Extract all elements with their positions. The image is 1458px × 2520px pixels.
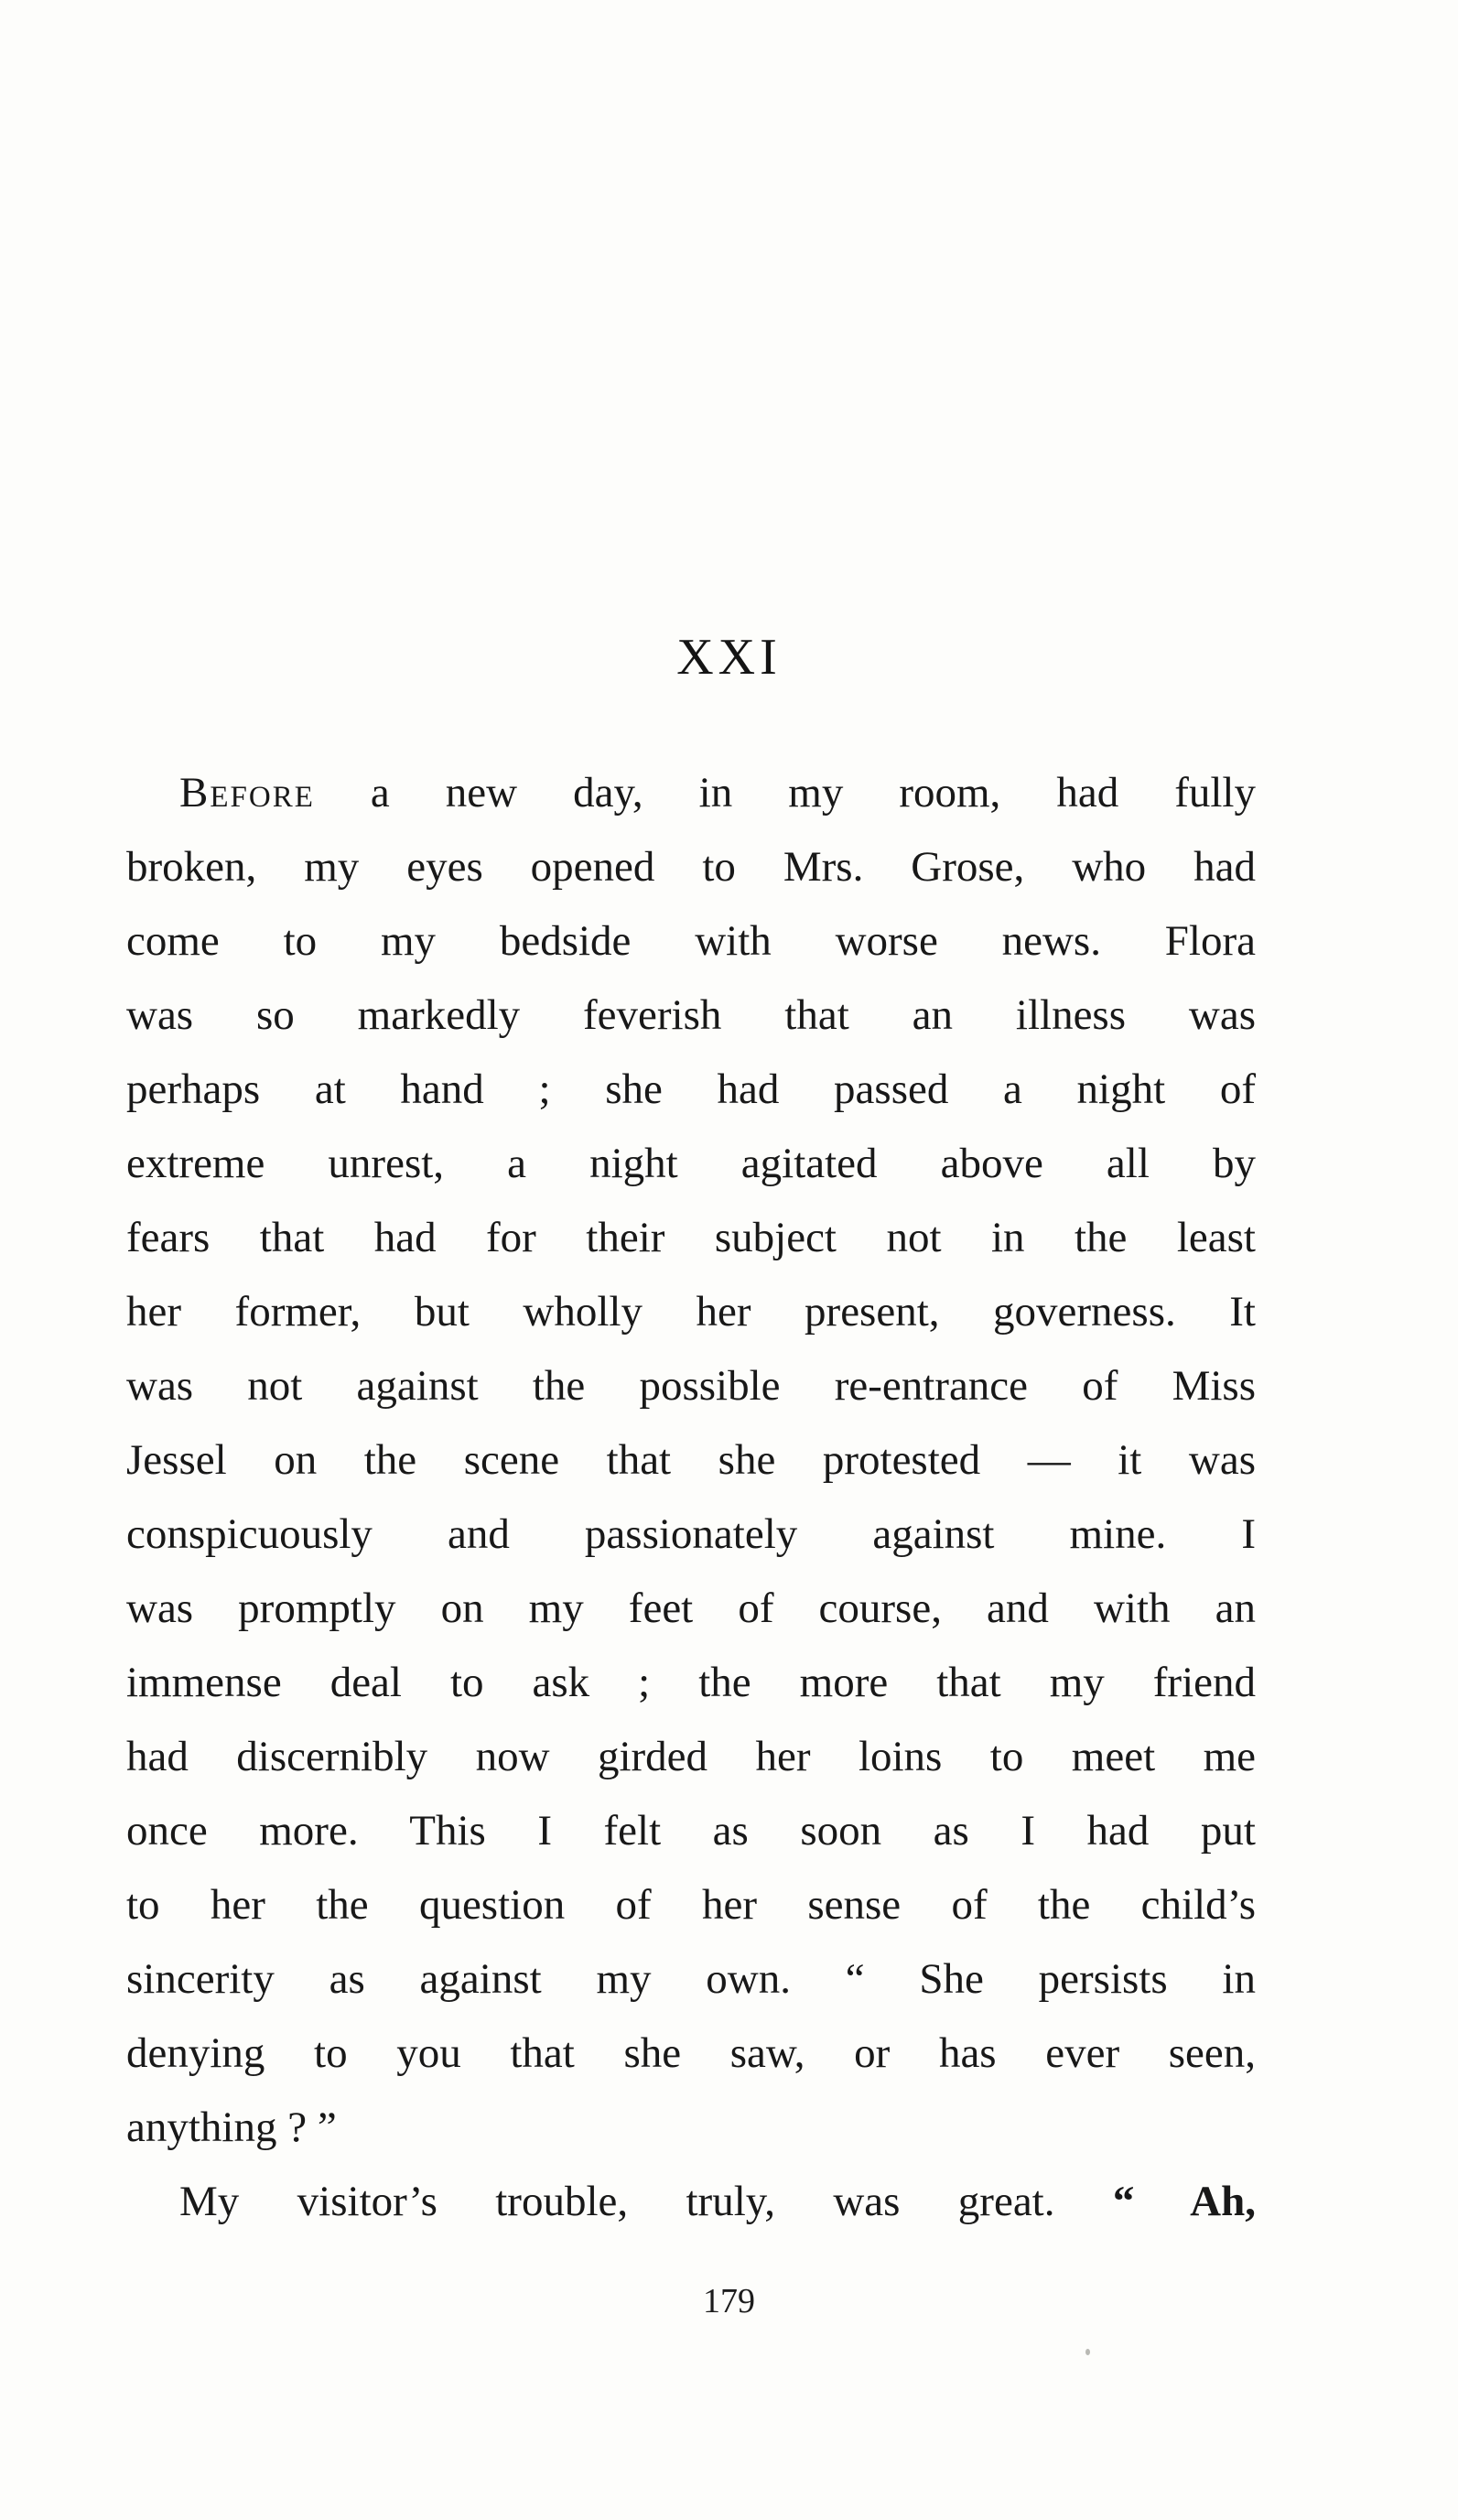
text-line: denying to you that she saw, or has ever seen, (126, 2029, 1256, 2077)
text-line: immense deal to ask ; the more that my friend (126, 1659, 1256, 1706)
chapter-heading: XXI (676, 629, 782, 686)
text-line (126, 2165, 1256, 2239)
text-line: had discernibly now girded her loins to meet me (126, 1733, 1256, 1780)
lead-word-smallcaps: Before (179, 769, 315, 817)
page-number: 179 (703, 2282, 755, 2320)
text-line-main: My visitor’s trouble, truly, was great. (179, 2178, 1113, 2225)
text-line-rest: a new day, in my room, had fully (314, 769, 1256, 817)
paragraph-1 (126, 756, 1256, 2165)
text-line: perhaps at hand ; she had passed a night of (126, 1065, 1256, 1113)
text-line: once more. This I felt as soon as I had put (126, 1807, 1256, 1855)
text-line (126, 756, 1256, 830)
text-line: to her the question of her sense of the child’s (126, 1881, 1256, 1929)
text-line: conspicuously and passionately against mine. I (126, 1510, 1256, 1558)
text-line: sincerity as against my own. “ She persists in (126, 1955, 1256, 2003)
text-line: come to my bedside with worse news. Flora (126, 917, 1256, 965)
text-line-bold-fragment: “ Ah, (1112, 2178, 1256, 2225)
text-line: fears that had for their subject not in the least (126, 1214, 1256, 1261)
text-line: Jessel on the scene that she protested — it was (126, 1436, 1256, 1484)
text-block (126, 756, 1256, 2239)
text-line: broken, my eyes opened to Mrs. Grose, who had (126, 843, 1256, 891)
paragraph-2 (126, 2165, 1256, 2239)
text-line: was not against the possible re-entrance of Miss (126, 1362, 1256, 1410)
text-line: was promptly on my feet of course, and with an (126, 1584, 1256, 1632)
text-line: was so markedly feverish that an illness was (126, 991, 1256, 1039)
text-line: her former, but wholly her present, governess. It (126, 1288, 1256, 1336)
scan-artifact-speck (1085, 2349, 1090, 2355)
text-line: extreme unrest, a night agitated above all by (126, 1140, 1256, 1187)
text-line: anything ? ” (126, 2104, 337, 2151)
